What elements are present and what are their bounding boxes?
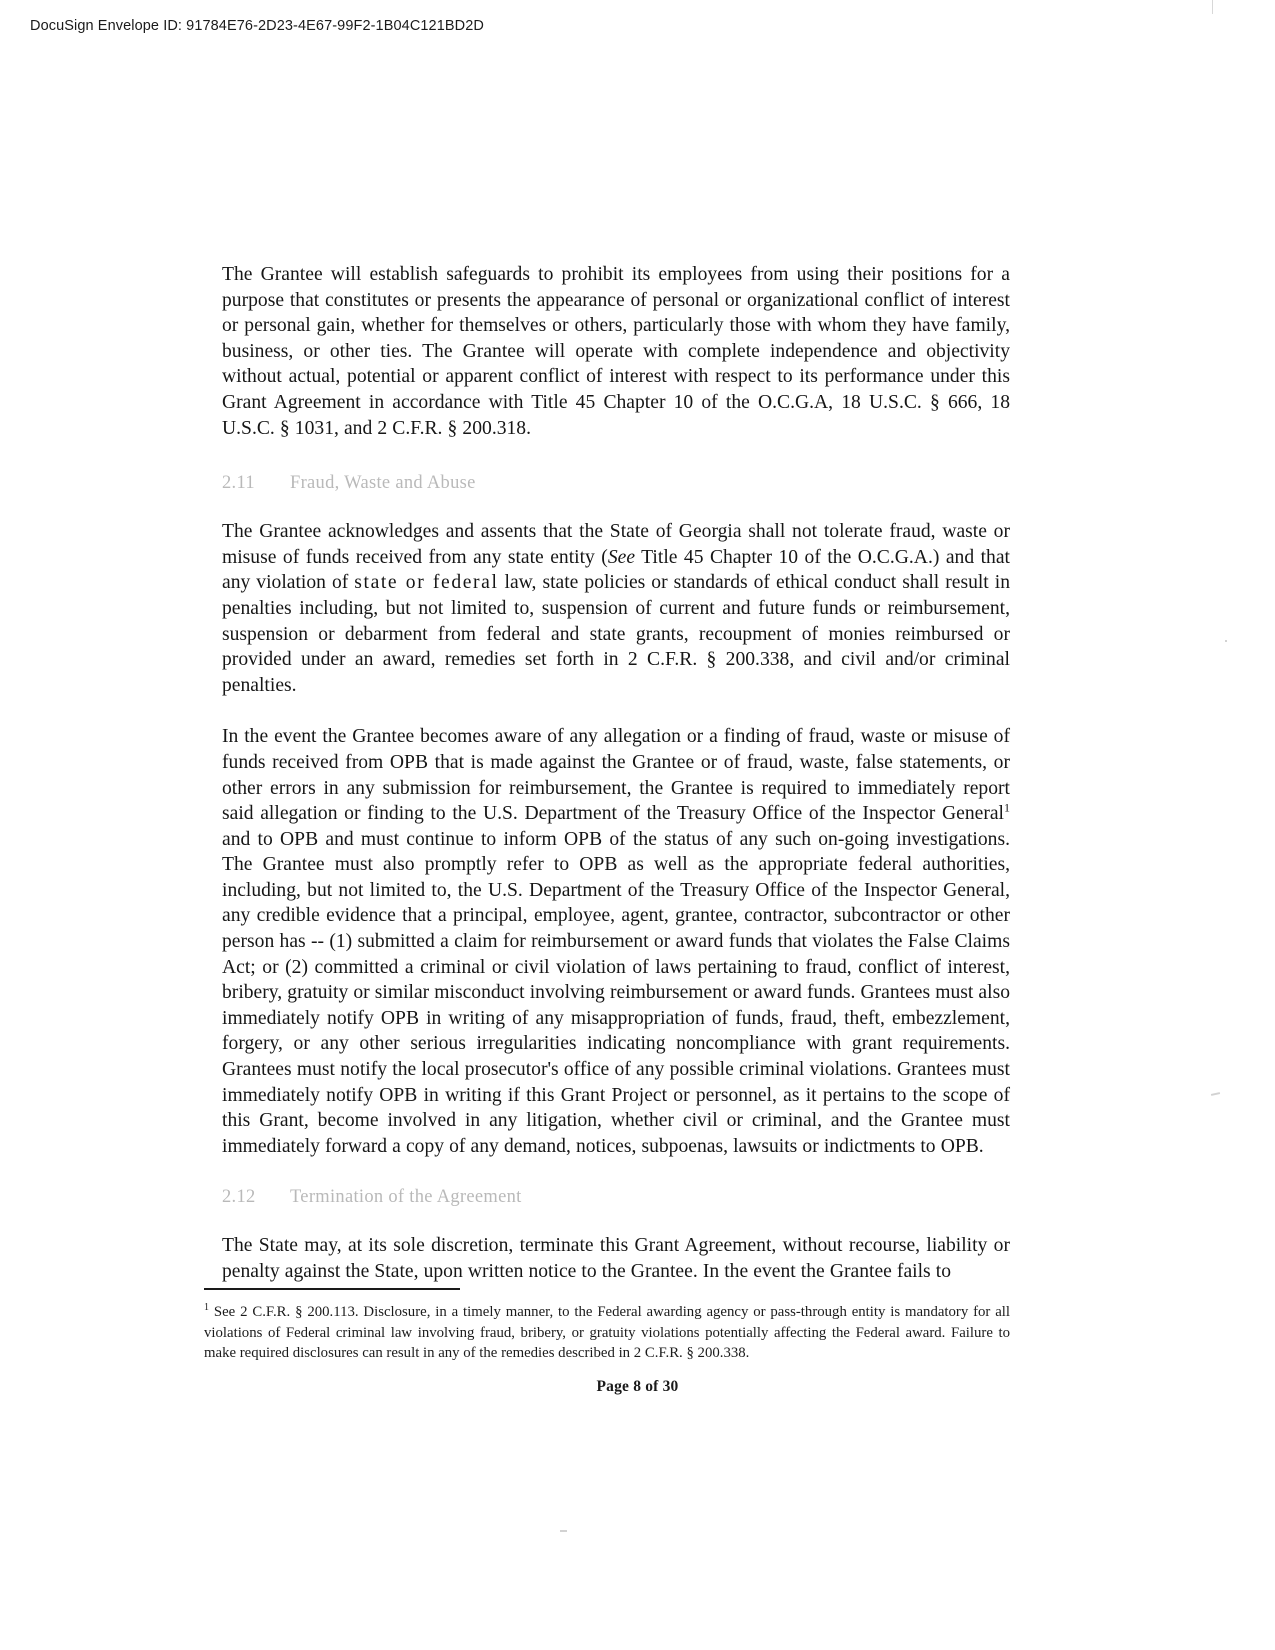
paragraph-fraud-waste-abuse <box>222 519 1010 698</box>
footnote-separator-rule <box>204 1288 460 1290</box>
paragraph-italic-see: See <box>607 546 636 568</box>
section-title: Fraud, Waste and Abuse <box>290 473 476 494</box>
section-number: 2.11 <box>222 473 255 494</box>
paragraph-text-segment: law, state policies or standards of ethical conduct shall result in penalties including, but not limited to, suspension of current and future funds or reimbursement, suspension or debarment from federal and state grants, recoupment of monies reimbursed or provided under an award, remedies set forth in 2 C.F.R. § 200.338, and civil and/or criminal penalties. <box>222 572 1010 696</box>
page-number-footer: Page 8 of 30 <box>596 1378 679 1395</box>
scan-speckle <box>560 1530 567 1532</box>
scan-artifact-top <box>1212 0 1213 14</box>
paragraph-letterspaced-segment: state or federal <box>354 572 499 594</box>
paragraph-text-segment: Title 45 Chapter 10 of the O.C.G.A.) and that any violation of <box>222 546 1010 594</box>
footnote-block <box>204 1288 1010 1364</box>
paragraph-text-segment: The Grantee acknowledges and assents that the State of Georgia shall not tolerate fraud, waste or misuse of funds received from any state entity ( <box>222 521 1010 568</box>
footnote-text-content: See 2 C.F.R. § 200.113. Disclosure, in a timely manner, to the Federal awarding agency or pass-through entity is mandatory for all violations of Federal criminal law involving fraud, bribery, or gratuity violations potentially affecting the Federal award. Failure to make required disclosures can result in any of the remedies described in 2 C.F.R. § 200.338. <box>204 1304 1010 1361</box>
paragraph-termination: The State may, at its sole discretion, terminate this Grant Agreement, without recourse, liability or penalty against the State, upon written notice to the Grantee. In the event the Grantee fails to <box>222 1235 1010 1282</box>
scan-speckle <box>1225 640 1227 642</box>
section-heading-2-12 <box>222 1185 1010 1209</box>
paragraph-conflict-of-interest: The Grantee will establish safeguards to prohibit its employees from using their positions for a purpose that constitutes or presents the appearance of personal or organizational conflict of interest or personal gain, whether for themselves or others, particularly those with whom they have family, business, or other ties. The Grantee will operate with complete independence and objectivity without actual, potential or apparent conflict of interest with respect to its performance under this Grant Agreement in accordance with Title 45 Chapter 10 of the O.C.G.A, 18 U.S.C. § 666, 18 U.S.C. § 1031, and 2 C.F.R. § 200.318. <box>222 264 1010 439</box>
paragraph-reporting-obligations <box>222 724 1010 1159</box>
docusign-envelope-id: DocuSign Envelope ID: 91784E76-2D23-4E67-99F2-1B04C121BD2D <box>30 18 484 34</box>
footnote-reference-marker: 1 <box>1004 800 1010 815</box>
section-number: 2.12 <box>222 1187 256 1208</box>
section-heading-2-11 <box>222 471 1010 495</box>
section-title: Termination of the Agreement <box>290 1187 522 1208</box>
footnote-number-marker: 1 <box>204 1302 209 1314</box>
footnote-1 <box>204 1302 1010 1364</box>
document-body <box>222 262 1010 1307</box>
paragraph-text-segment: and to OPB and must continue to inform OPB of the status of any such on-going investigations. The Grantee must also promptly refer to OPB as well as the appropriate federal authorities, including, but not limited to, the U.S. Department of the Treasury Office of the Inspector General, any credible evidence that a principal, employee, agent, grantee, contractor, subcontractor or other person has -- (1) submitted a claim for reimbursement or award funds that violates the False Claims Act; or (2) committed a criminal or civil violation of laws pertaining to fraud, conflict of interest, bribery, gratuity or similar misconduct involving reimbursement or award funds. Grantees must also immediately notify OPB in writing of any misappropriation of funds, fraud, theft, embezzlement, forgery, or any other serious irregularities indicating noncompliance with grant requirements. Grantees must notify the local prosecutor's office of any possible criminal violations. Grantees must immediately notify OPB in writing if this Grant Project or personnel, as it pertains to the scope of this Grant, become involved in any litigation, whether civil or criminal, and the Grantee must immediately forward a copy of any demand, notices, subpoenas, lawsuits or indictments to OPB. <box>222 828 1010 1157</box>
paragraph-text-segment: In the event the Grantee becomes aware of any allegation or a finding of fraud, waste or misuse of funds received from OPB that is made against the Grantee or of fraud, waste, false statements, or other errors in any submission for reimbursement, the Grantee is required to immediately report said allegation or finding to the U.S. Department of the Treasury Office of the Inspector General <box>222 726 1010 825</box>
scan-speckle <box>1211 1092 1220 1096</box>
